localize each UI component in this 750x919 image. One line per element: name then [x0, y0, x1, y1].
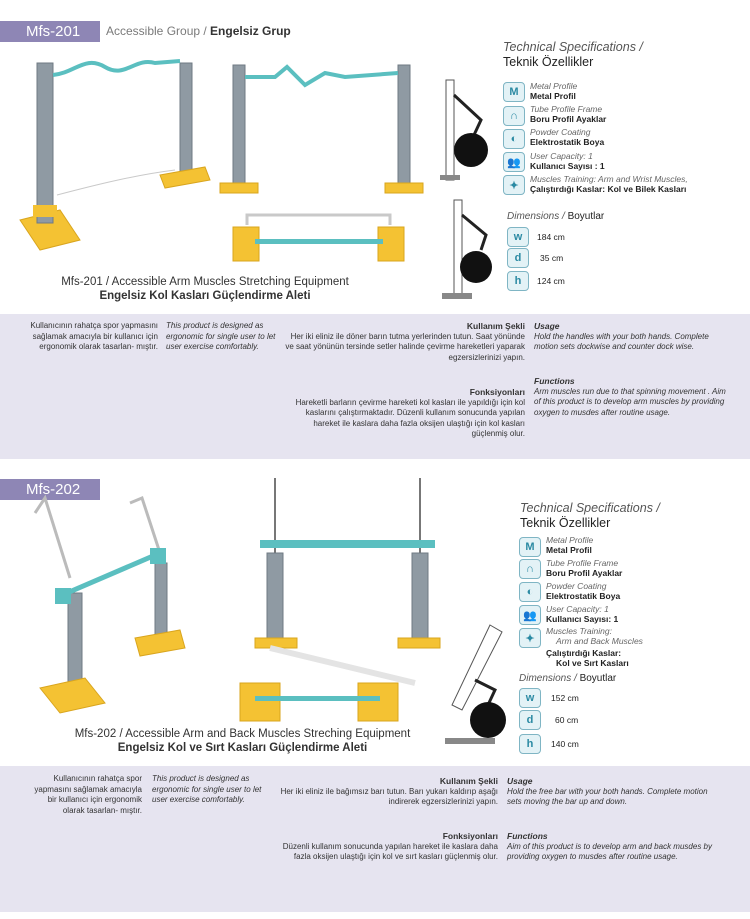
spec-en: Tube Profile Frame	[530, 104, 603, 114]
dimensions-title-201	[507, 211, 604, 222]
spec-en: Powder Coating	[546, 581, 607, 591]
intro-en-201: This product is designed as ergonomic for single user to let user exercise comfortably.	[166, 321, 276, 351]
spec-en: User Capacity: 1	[546, 604, 609, 614]
spec-row	[530, 104, 606, 124]
intro-tr-201: Kullanıcının rahatça spor yapmasını sağlamak amacıyla bir kullanıcı için ergonomik olarak tasarlan- mıştır.	[30, 321, 158, 351]
function-text-tr: Düzenli kullanım sonucunda yapılan hareket ile kaslara daha fazla oksijen ulaştığı için kol ve sırt kasları güçlenmiş olur.	[282, 841, 498, 861]
spec-row	[530, 174, 688, 194]
usage-en-block-201	[534, 321, 734, 353]
powder-coating-icon: ◐	[503, 129, 525, 149]
product-caption-201: Mfs-201 / Accessible Arm Muscles Stretching Equipment	[61, 276, 349, 288]
spec-tr: Elektrostatik Boya	[546, 591, 621, 601]
model-badge-201: Mfs-201	[0, 21, 100, 42]
spec-row	[530, 151, 605, 171]
spec-row	[546, 626, 643, 668]
product-caption-202: Mfs-202 / Accessible Arm and Back Muscles Streching Equipment	[74, 728, 411, 740]
width-value: 184 cm	[537, 232, 565, 242]
spec-en: Tube Profile Frame	[546, 558, 619, 568]
spec-en: Metal Profile	[546, 535, 594, 545]
user-capacity-icon: 👥	[519, 605, 541, 625]
spec-tr: Kullanıcı Sayısı : 1	[530, 161, 605, 171]
function-heading-tr: Fonksiyonları	[442, 831, 498, 841]
function-en-block-202	[507, 831, 717, 863]
usage-tr-block-201	[280, 321, 525, 363]
intro-en-202: This product is designed as ergonomic for single user to let user exercise comfortably.	[152, 774, 262, 804]
spec-tr: Kullanıcı Sayısı: 1	[546, 614, 619, 624]
height-icon: h	[507, 271, 529, 291]
spec-title-en-202: Technical Specifications /	[520, 501, 660, 515]
metal-profile-icon: M	[519, 537, 541, 557]
depth-icon: d	[519, 710, 541, 730]
spec-row	[530, 127, 604, 147]
dimensions-en: Dimensions /	[507, 211, 568, 222]
function-heading-tr: Fonksiyonları	[469, 387, 525, 397]
spec-row	[530, 81, 577, 101]
usage-text-en: Hold the free bar with your both hands. Complete motion sets moving the bar up and down.	[507, 786, 708, 806]
usage-heading-en: Usage	[534, 321, 560, 331]
spec-tr-2: Kol ve Sırt Kasları	[556, 658, 629, 668]
dimensions-tr: Boyutlar	[567, 211, 605, 222]
metal-profile-icon: M	[503, 82, 525, 102]
dimensions-tr: Boyutlar	[579, 673, 617, 684]
tube-frame-icon: ∩	[519, 559, 541, 579]
product-caption-tr-202: Engelsiz Kol ve Sırt Kasları Güçlendirme Aleti	[117, 742, 368, 754]
usage-en-block-202	[507, 776, 717, 808]
spec-en: Muscles Training: Arm and Wrist Muscles,	[530, 174, 688, 184]
intro-tr-202: Kullanıcının rahatça spor yapmasını sağlamak amacıyla bir kullanıcı için ergonomik olarak tasarlan- mıştır.	[34, 774, 142, 815]
depth-icon: d	[507, 248, 529, 268]
spec-en: Powder Coating	[530, 127, 591, 137]
dimensions-title-202	[519, 673, 616, 684]
product-illustration-201	[15, 45, 435, 270]
usage-text-en: Hold the handles with your both hands. Complete motion sets dockwise and counter dock wise.	[534, 331, 709, 351]
depth-value: 60 cm	[555, 715, 579, 725]
spec-row	[546, 535, 593, 555]
muscle-training-icon: ✦	[503, 175, 525, 195]
usage-text-tr: Her iki eliniz ile döner barın tutma yerlerinden tutun. Saat yönünde ve saat yönünün tersinde setler halinde çevirme hareketleri yaparak egzersizlerinizi yapın.	[285, 331, 525, 362]
usage-text-tr: Her iki eliniz ile bağımsız barı tutun. Barı yukarı kaldırıp aşağı indirerek egzersizlerinizi yapın.	[280, 786, 498, 806]
function-tr-block-201	[280, 387, 525, 440]
muscle-training-icon: ✦	[519, 628, 541, 648]
function-heading-en: Functions	[507, 831, 548, 841]
function-text-en: Aim of this product is to develop arm and back musdes by providing oxygen to musdes after routine usage.	[507, 841, 712, 861]
group-label-en: Accessible Group /	[106, 24, 211, 38]
spec-title-en-201: Technical Specifications /	[503, 40, 643, 54]
product-illustration-202	[30, 478, 450, 723]
spec-row	[546, 604, 618, 624]
side-view-illustration-202	[440, 620, 520, 750]
spec-tr: Çalıştırdığı Kaslar:	[546, 648, 622, 658]
spec-row	[546, 581, 620, 601]
spec-en: User Capacity: 1	[530, 151, 593, 161]
group-label-tr: Engelsiz Grup	[210, 24, 291, 38]
tube-frame-icon: ∩	[503, 106, 525, 126]
usage-tr-block-202	[280, 776, 498, 808]
spec-en: Metal Profile	[530, 81, 578, 91]
dimensions-en: Dimensions /	[519, 673, 580, 684]
usage-heading-tr: Kullanım Şekli	[466, 321, 525, 331]
spec-en-2: Arm and Back Muscles	[556, 636, 643, 646]
spec-tr: Metal Profil	[530, 91, 576, 101]
powder-coating-icon: ◐	[519, 582, 541, 602]
spec-tr: Boru Profil Ayaklar	[530, 114, 607, 124]
spec-title-tr-201: Teknik Özellikler	[503, 55, 594, 69]
spec-tr: Çalıştırdığı Kaslar: Kol ve Bilek Kasları	[530, 184, 687, 194]
width-value: 152 cm	[551, 693, 579, 703]
width-icon: w	[507, 227, 529, 247]
user-capacity-icon: 👥	[503, 152, 525, 172]
height-value: 140 cm	[551, 739, 579, 749]
depth-value: 35 cm	[540, 253, 564, 263]
function-heading-en: Functions	[534, 376, 575, 386]
spec-tr: Elektrostatik Boya	[530, 137, 605, 147]
spec-row	[546, 558, 622, 578]
group-label	[106, 24, 291, 38]
model-badge-202: Mfs-202	[0, 479, 100, 500]
spec-tr: Metal Profil	[546, 545, 592, 555]
product-caption-tr-201: Engelsiz Kol Kasları Güçlendirme Aleti	[99, 290, 311, 302]
height-value: 124 cm	[537, 276, 565, 286]
function-tr-block-202	[280, 831, 498, 863]
spec-en: Muscles Training:	[546, 626, 612, 636]
width-icon: w	[519, 688, 541, 708]
function-text-en: Arm muscles run due to that spinning movement . Aim of this product is to develop arm muscles by providing oxygen to musdes after routine usage.	[534, 386, 726, 417]
height-icon: h	[519, 734, 541, 754]
function-en-block-201	[534, 376, 734, 418]
usage-heading-en: Usage	[507, 776, 533, 786]
spec-tr: Boru Profil Ayaklar	[546, 568, 623, 578]
function-text-tr: Hareketli barların çevirme hareketi kol kasları ile yapıldığı için kol kaslarını çalıştırmaktadır. Düzenli kullanım sonucunda yapılan hareket ile kaslara daha fazla oksijen ulaştığı için kol kasları güçlenmiş olur.	[295, 397, 525, 438]
usage-heading-tr: Kullanım Şekli	[439, 776, 498, 786]
spec-title-tr-202: Teknik Özellikler	[520, 516, 611, 530]
side-view-illustration-201	[436, 75, 496, 305]
